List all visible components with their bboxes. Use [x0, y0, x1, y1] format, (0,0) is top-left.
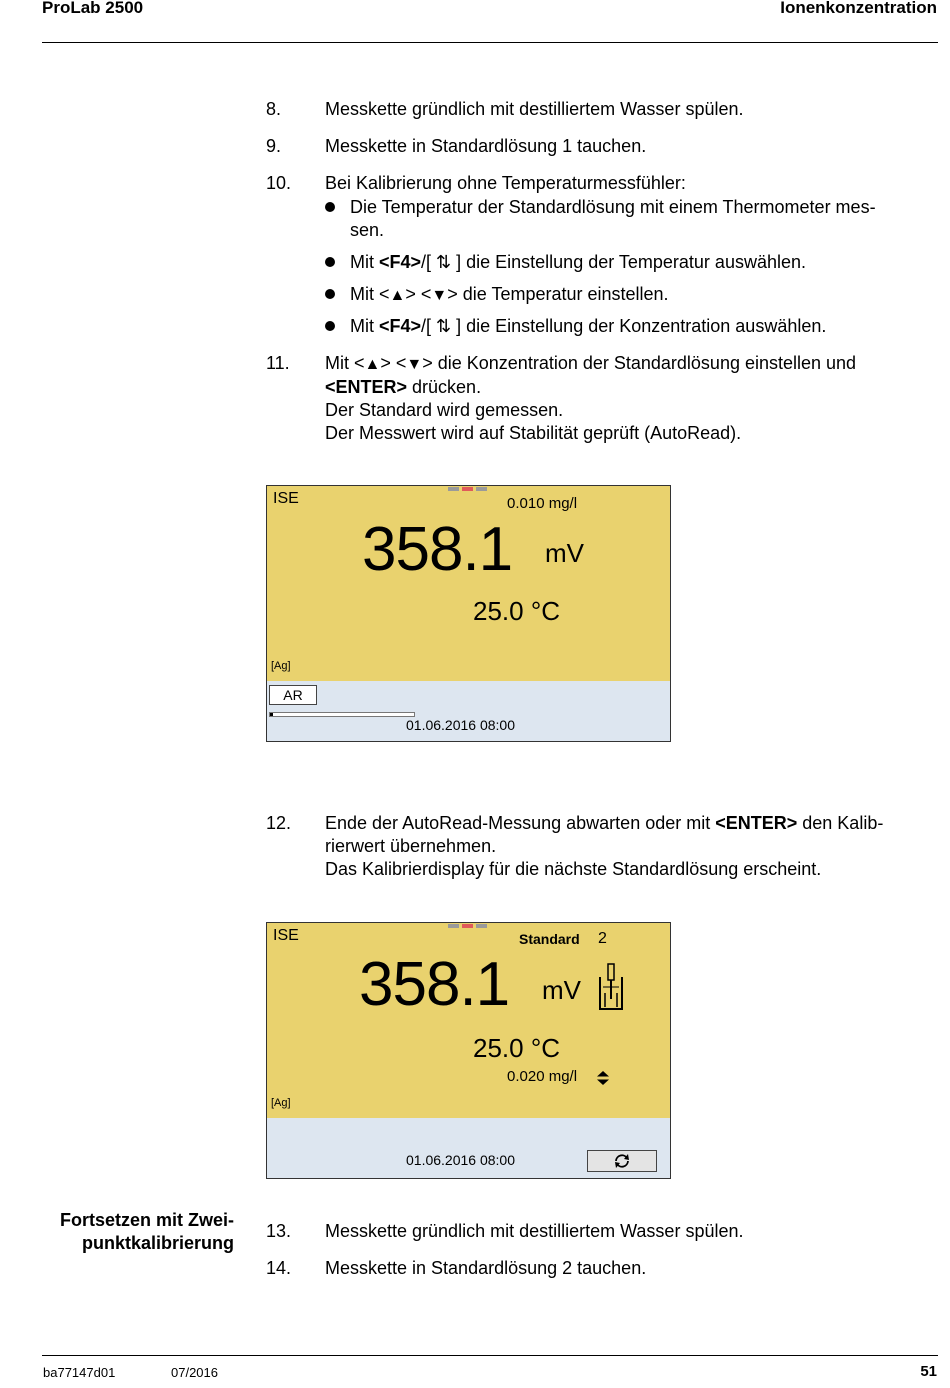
bullet-dot-icon — [325, 202, 335, 212]
step-14 — [266, 1257, 936, 1280]
step-13 — [266, 1220, 936, 1243]
concentration-value: 0.020 mg/l — [507, 1068, 578, 1085]
autoread-badge: AR — [269, 685, 317, 705]
step-text: Ende der AutoRead-Messung abwarten oder mit — [325, 813, 716, 833]
footer-divider — [42, 1355, 938, 1356]
key-enter: <ENTER> — [715, 813, 798, 833]
step-text: Der Messwert wird auf Stabilität geprüft (AutoRead). — [325, 423, 742, 443]
autoread-progress-fill — [270, 713, 273, 716]
page-number: 51 — [920, 1363, 937, 1380]
step-8 — [266, 98, 936, 121]
bullet-text: Die Temperatur der Standardlösung mit einem Thermometer mes- — [350, 197, 876, 217]
electrode-label: [Ag] — [271, 1097, 291, 1109]
mode-label: ISE — [273, 927, 299, 944]
key-enter: <ENTER> — [325, 377, 408, 397]
standard-number: 2 — [598, 930, 607, 947]
step-text: Mit < — [325, 353, 365, 373]
measured-unit: mV — [545, 538, 584, 568]
beaker-electrode-icon — [597, 963, 625, 1011]
refresh-button[interactable] — [587, 1150, 657, 1172]
measured-value: 358.1 — [362, 515, 513, 584]
bullet-item — [325, 315, 925, 338]
bullet-item — [325, 283, 925, 307]
step-number: 14. — [266, 1258, 292, 1278]
up-down-arrows-icon — [597, 1071, 609, 1085]
key-f4: <F4> — [379, 252, 422, 272]
step-text: Messkette gründlich mit destilliertem Wasser spülen. — [325, 99, 744, 119]
datetime: 01.06.2016 08:00 — [406, 1152, 515, 1168]
step-text: Bei Kalibrierung ohne Temperaturmessfühler: — [325, 173, 686, 193]
bullet-text: /[ ⇅ ] die Einstellung der Konzentration auswählen. — [421, 316, 827, 336]
step-text: den Kalib- — [797, 813, 884, 833]
bullet-item — [325, 251, 925, 274]
step-10 — [266, 172, 936, 195]
status-area — [267, 1118, 670, 1178]
step-text: rierwert übernehmen. — [325, 836, 497, 856]
step-number: 10. — [266, 173, 292, 193]
bullet-text: Mit — [350, 316, 379, 336]
bullet-text: /[ ⇅ ] die Einstellung der Temperatur auswählen. — [421, 252, 806, 272]
step-text: Der Standard wird gemessen. — [325, 400, 564, 420]
step-text: Messkette in Standardlösung 1 tauchen. — [325, 136, 647, 156]
step-text: Das Kalibrierdisplay für die nächste Standardlösung erscheint. — [325, 859, 822, 879]
mode-label: ISE — [273, 490, 299, 507]
side-label-line: punktkalibrierung — [81, 1233, 234, 1253]
concentration-value: 0.010 mg/l — [507, 495, 578, 512]
bullet-text: > die Temperatur einstellen. — [447, 284, 669, 304]
arrow-down-icon: ▼ — [431, 287, 448, 304]
footer-doc-number: ba77147d01 — [43, 1365, 116, 1380]
standard-label: Standard — [519, 931, 580, 947]
temperature-value: 25.0 °C — [473, 596, 561, 626]
step-12 — [266, 812, 936, 881]
header-divider — [42, 42, 938, 43]
side-label-line: Fortsetzen mit Zwei- — [59, 1210, 234, 1230]
bullet-dot-icon — [325, 289, 335, 299]
header-product: ProLab 2500 — [42, 0, 144, 17]
step-number: 9. — [266, 136, 282, 156]
status-area — [267, 681, 670, 741]
bullet-dot-icon — [325, 321, 335, 331]
refresh-icon — [588, 1151, 656, 1171]
electrode-label: [Ag] — [271, 660, 291, 672]
datetime: 01.06.2016 08:00 — [406, 717, 515, 733]
step-text: drücken. — [407, 377, 482, 397]
bullet-dot-icon — [325, 257, 335, 267]
key-f4: <F4> — [379, 316, 422, 336]
arrow-up-icon: ▲ — [389, 287, 406, 304]
temperature-value: 25.0 °C — [473, 1033, 561, 1063]
header-chapter: Ionenkonzentration — [780, 0, 937, 17]
footer-date: 07/2016 — [171, 1365, 218, 1380]
step-text: Messkette gründlich mit destilliertem Wasser spülen. — [325, 1221, 744, 1241]
status-indicator — [448, 487, 487, 491]
bullet-text: Mit — [350, 252, 379, 272]
measured-value: 358.1 — [359, 950, 510, 1019]
step-number: 12. — [266, 813, 292, 833]
step-number: 8. — [266, 99, 282, 119]
autoread-progress — [269, 712, 415, 717]
measured-unit: mV — [542, 975, 581, 1005]
meter-display-calibration — [266, 922, 671, 1179]
step-11 — [266, 352, 936, 445]
step-9 — [266, 135, 936, 158]
step-text: > die Konzentration der Standardlösung einstellen und — [422, 353, 857, 373]
status-indicator — [448, 924, 487, 928]
bullet-item — [325, 196, 925, 242]
meter-display-autoread — [266, 485, 671, 742]
step-text: > < — [380, 353, 407, 373]
bullet-text: > < — [405, 284, 432, 304]
arrow-up-icon: ▲ — [364, 356, 381, 373]
section-side-label — [30, 1209, 234, 1255]
step-number: 11. — [266, 353, 290, 373]
step-text: Messkette in Standardlösung 2 tauchen. — [325, 1258, 647, 1278]
bullet-text: Mit < — [350, 284, 390, 304]
step-number: 13. — [266, 1221, 292, 1241]
arrow-down-icon: ▼ — [406, 356, 423, 373]
bullet-text: sen. — [350, 220, 385, 240]
